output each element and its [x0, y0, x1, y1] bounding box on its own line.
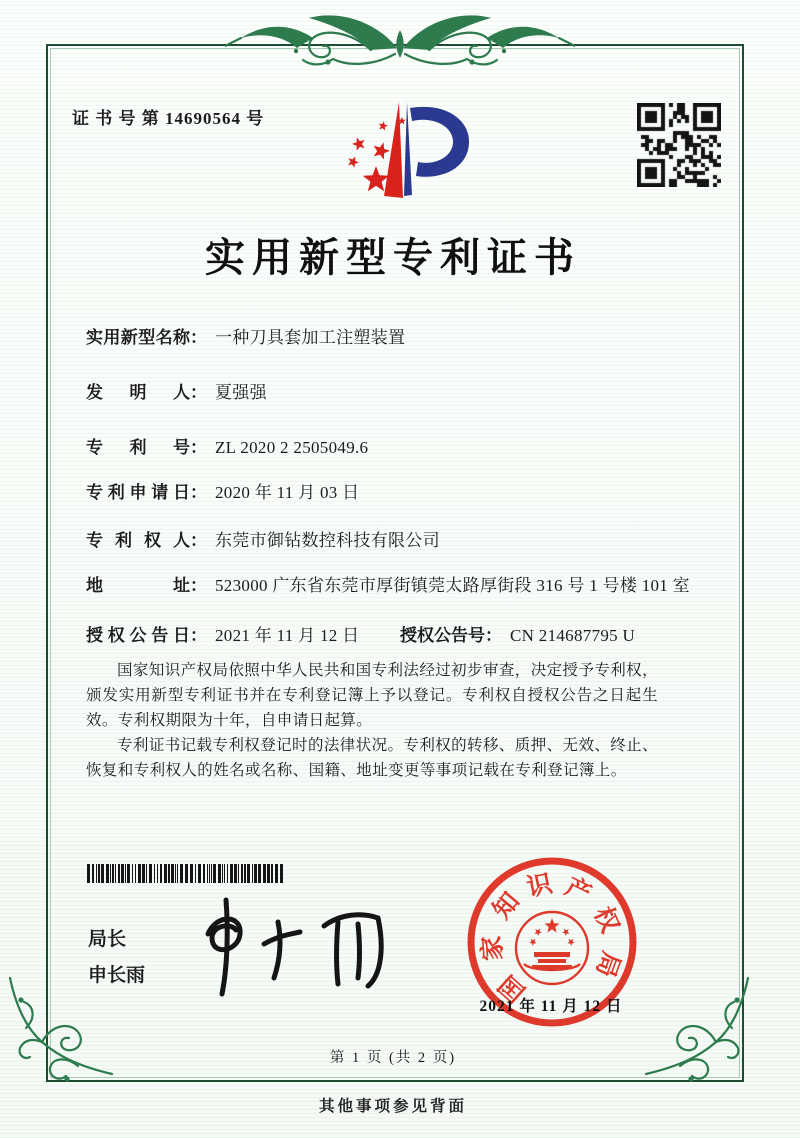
field-row-patent-no — [86, 436, 368, 460]
field-label: 授权公告号 — [400, 626, 485, 645]
field-label: 实用新型名称 — [86, 328, 190, 347]
colon: ： — [190, 576, 207, 595]
colon: ： — [190, 383, 207, 402]
legal-paragraph-1: 国家知识产权局依照中华人民共和国专利法经过初步审查，决定授予专利权，颁发实用新型专利证书并在专利登记簿上予以登记。专利权自授权公告之日起生效。专利权期限为十年，自申请日起算。 — [86, 662, 658, 729]
page-number: 第 1 页 (共 2 页) — [329, 1050, 457, 1066]
signatory-title: 局长 — [88, 929, 127, 950]
svg-text:权: 权 — [588, 903, 624, 937]
field-row-address — [86, 574, 763, 598]
field-value: ZL 2020 2 2505049.6 — [215, 438, 369, 457]
cnipa-logo-icon — [326, 98, 481, 206]
svg-text:国: 国 — [494, 969, 531, 1007]
field-label: 专利权人 — [86, 531, 190, 550]
certificate-number: 证 书 号 第 14690564 号 — [72, 109, 265, 128]
colon: ： — [190, 328, 207, 347]
barcode-icon — [87, 864, 289, 883]
certificate-title: 实用新型专利证书 — [205, 235, 581, 280]
field-label: 专利号 — [86, 438, 190, 457]
field-value: 523000 广东省东莞市厚街镇莞太路厚街段 316 号 1 号楼 101 室 — [215, 576, 690, 595]
field-value: 东莞市御钻数控科技有限公司 — [215, 531, 440, 550]
field-label: 发明人 — [86, 383, 190, 402]
svg-text:识: 识 — [524, 870, 555, 903]
field-row-inventor — [86, 381, 267, 405]
colon: ： — [190, 531, 207, 550]
svg-text:局: 局 — [590, 947, 625, 981]
field-label: 授权公告日 — [86, 626, 190, 645]
colon: ： — [485, 626, 502, 645]
field-row-grant-date — [86, 624, 359, 648]
legal-text-block — [86, 658, 658, 783]
field-row-patentee — [86, 529, 440, 553]
field-value: CN 214687795 U — [510, 626, 636, 645]
field-row-grant-no — [400, 624, 635, 648]
field-label: 地址 — [86, 576, 190, 595]
svg-text:产: 产 — [560, 873, 596, 909]
qr-code-icon — [637, 103, 721, 187]
field-row-name — [86, 326, 405, 350]
seal-date: 2021 年 11 月 12 日 — [479, 998, 623, 1015]
colon: ： — [190, 483, 207, 502]
svg-text:家: 家 — [478, 934, 508, 962]
signatory-name: 申长雨 — [88, 965, 146, 986]
colon: ： — [190, 438, 207, 457]
field-row-filing-date — [86, 481, 359, 505]
field-value: 2021 年 11 月 12 日 — [215, 626, 360, 645]
handwritten-signature-icon — [186, 886, 404, 1000]
field-label: 专利申请日 — [86, 483, 190, 502]
legal-paragraph-2: 专利证书记载专利权登记时的法律状况。专利权的转移、质押、无效、终止、恢复和专利权人的姓名或名称、国籍、地址变更等事项记载在专利登记簿上。 — [86, 737, 658, 779]
colon: ： — [190, 626, 207, 645]
svg-text:知: 知 — [488, 887, 526, 925]
field-value: 一种刀具套加工注塑装置 — [215, 328, 406, 347]
back-side-note: 其他事项参见背面 — [318, 1098, 467, 1115]
field-value: 夏强强 — [215, 383, 267, 402]
field-value: 2020 年 11 月 03 日 — [215, 483, 360, 502]
